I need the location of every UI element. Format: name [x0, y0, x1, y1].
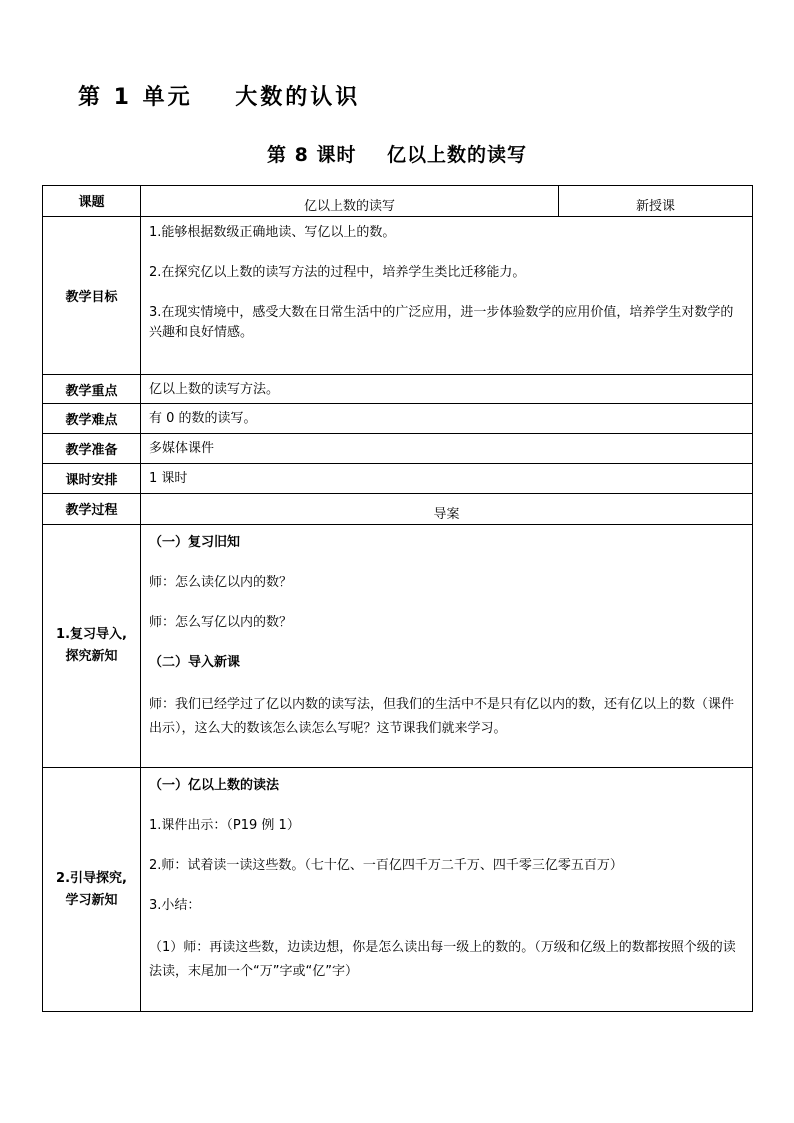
- lesson-type: 新授课: [559, 186, 753, 217]
- section1-content: [141, 525, 753, 768]
- section2-label: [43, 768, 141, 1012]
- section1-label: [43, 525, 141, 768]
- process-value: 导案: [141, 494, 753, 525]
- section1-intro: 师：我们已经学过了亿以内数的读写法，但我们的生活中不是只有亿以内的数，还有亿以上的数（课件出示），这么大的数该怎么读怎么写呢？这节课我们就来学习。: [149, 697, 735, 736]
- process-label: 教学过程: [43, 494, 141, 525]
- goal-item: 3.在现实情境中，感受大数在日常生活中的广泛应用，进一步体验数学的应用价值，培养学生对数学的兴趣和良好情感。: [149, 305, 734, 340]
- section1-row: [43, 525, 753, 768]
- topic-value: 亿以上数的读写: [141, 186, 559, 217]
- topic-row: [43, 186, 753, 217]
- section1-heading1: （一）复习旧知: [149, 535, 241, 550]
- goal-item: 1.能够根据数级正确地读、写亿以上的数。: [149, 225, 396, 240]
- section1-question1: 师：怎么读亿以内的数？: [149, 575, 293, 590]
- unit-title: 第 1 单元 大数的认识: [78, 85, 361, 110]
- difficulty-value: 有 0 的数的读写。: [141, 404, 753, 434]
- key-value: 亿以上数的读写方法。: [141, 375, 753, 404]
- section1-label-line1: 1.复习导入,: [56, 627, 127, 642]
- section2-heading1: （一）亿以上数的读法: [149, 778, 280, 793]
- section2-label-line2: 学习新知: [65, 892, 118, 908]
- section2-step2: 2.师：试着读一读这些数。（七十亿、一百亿四千万二千万、四千零三亿零五百万）: [149, 858, 623, 873]
- prep-value: 多媒体课件: [141, 434, 753, 464]
- key-row: [43, 375, 753, 404]
- lesson-title: 第 8 课时 亿以上数的读写: [267, 144, 527, 166]
- section2-row: [43, 768, 753, 1012]
- goals-row: [43, 217, 753, 375]
- section2-step1: 1.课件出示：（P19 例 1）: [149, 818, 300, 833]
- schedule-value: 1 课时: [141, 464, 753, 494]
- goals-label: 教学目标: [43, 217, 141, 375]
- prep-label: 教学准备: [43, 434, 141, 464]
- process-row: [43, 494, 753, 525]
- section2-content: [141, 768, 753, 1012]
- key-label: 教学重点: [43, 375, 141, 404]
- schedule-row: [43, 464, 753, 494]
- section1-heading2: （二）导入新课: [149, 655, 241, 670]
- difficulty-label: 教学难点: [43, 404, 141, 434]
- section1-question2: 师：怎么写亿以内的数？: [149, 615, 293, 630]
- prep-row: [43, 434, 753, 464]
- section2-label-line1: 2.引导探究,: [56, 870, 127, 886]
- section2-step4: （1）师：再读这些数，边读边想，你是怎么读出每一级上的数的。（万级和亿级上的数都按照个级的读法读，末尾加一个“万”字或“亿”字）: [149, 940, 736, 979]
- schedule-label: 课时安排: [43, 464, 141, 494]
- difficulty-row: [43, 404, 753, 434]
- goal-item: 2.在探究亿以上数的读写方法的过程中，培养学生类比迁移能力。: [149, 265, 526, 280]
- goals-content: [141, 217, 753, 375]
- section2-step3: 3.小结：: [149, 898, 201, 913]
- topic-label: 课题: [43, 186, 141, 217]
- lesson-plan-table: [42, 185, 753, 1012]
- section1-label-line2: 探究新知: [65, 649, 118, 664]
